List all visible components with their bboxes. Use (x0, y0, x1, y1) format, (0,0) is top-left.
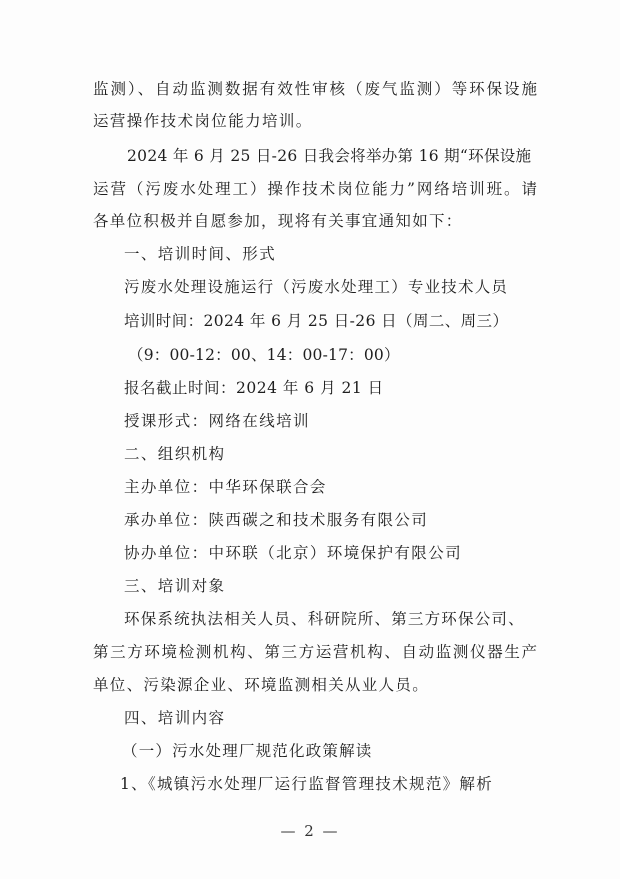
body-line-2: 运营操作技术岗位能力培训。 (93, 112, 313, 130)
teaching-format: 授课形式：网络在线培训 (124, 412, 310, 430)
training-hours: （9：00-12：00、14：00-17：00） (128, 346, 400, 364)
training-time: 培训时间：2024 年 6 月 25 日-26 日（周二、周三） (124, 312, 509, 330)
body-line-7: 污废水处理设施运行（污废水处理工）专业技术人员 (124, 278, 509, 296)
subsection-heading-1: （一）污水处理厂规范化政策解读 (122, 742, 373, 760)
body-line-17: 环保系统执法相关人员、科研院所、第三方环保公司、 (124, 610, 525, 628)
body-line-5: 各单位积极并自愿参加，现将有关事宜通知如下： (93, 212, 463, 230)
page-number: — 2 — (280, 822, 340, 840)
body-line-3: 2024 年 6 月 25 日-26 日我会将举办第 16 期“环保设施 (127, 147, 532, 165)
body-line-4: 运营（污废水处理工）操作技术岗位能力”网络培训班。请 (93, 180, 537, 198)
content-item-1: 1、《城镇污水处理厂运行监督管理技术规范》解析 (120, 775, 494, 793)
registration-deadline: 报名截止时间：2024 年 6 月 21 日 (124, 379, 384, 397)
undertaker: 承办单位：陕西碳之和技术服务有限公司 (124, 511, 429, 529)
section-heading-2: 二、组织机构 (124, 445, 226, 463)
section-heading-1: 一、培训时间、形式 (124, 245, 277, 263)
organizer: 主办单位：中华环保联合会 (124, 478, 327, 496)
co-organizer: 协办单位：中环联（北京）环境保护有限公司 (124, 544, 463, 562)
section-heading-4: 四、培训内容 (124, 709, 226, 727)
body-line-18: 第三方环境检测机构、第三方运营机构、自动监测仪器生产 (93, 643, 537, 661)
section-heading-3: 三、培训对象 (124, 577, 226, 595)
body-line-1: 监测）、自动监测数据有效性审核（废气监测）等环保设施 (93, 80, 537, 98)
body-line-19: 单位、污染源企业、环境监测相关从业人员。 (93, 676, 430, 694)
